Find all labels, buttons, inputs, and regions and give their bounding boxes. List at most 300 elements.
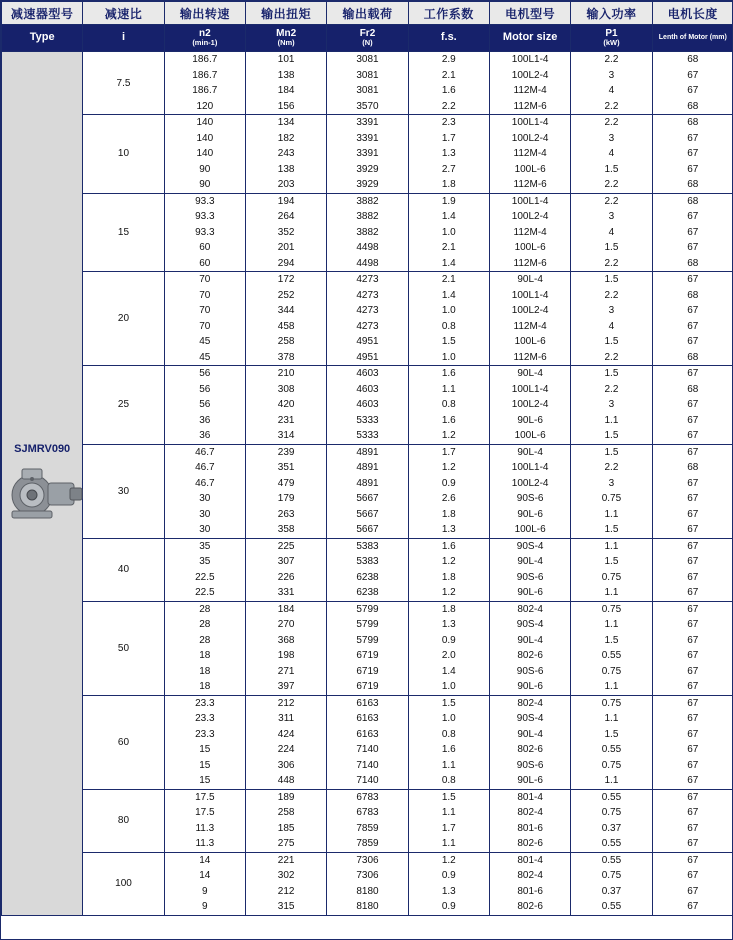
cell-n2: 23.3 [164,695,245,711]
cell-n2: 15 [164,758,245,774]
cell-fs: 1.0 [408,679,489,695]
gearbox-icon [2,461,86,523]
cell-mn2: 270 [245,617,326,633]
cell-mn2: 226 [245,570,326,586]
cell-fr2: 6238 [327,585,408,601]
header-en-n2-label: n2 [198,27,211,39]
cell-fr2: 5799 [327,633,408,649]
cell-fs: 1.9 [408,193,489,209]
cell-n2: 35 [164,538,245,554]
cell-n2: 186.7 [164,83,245,99]
header-en-motor-length-label: Lenth of Motor (mm) [658,34,727,42]
table-row [2,789,733,805]
cell-mn2: 184 [245,83,326,99]
cell-fr2: 3391 [327,146,408,162]
cell-mn2: 264 [245,209,326,225]
cell-fs: 1.2 [408,585,489,601]
cell-fs: 1.0 [408,303,489,319]
cell-motor-length: 67 [652,225,733,241]
cell-n2: 70 [164,303,245,319]
cell-fr2: 3391 [327,115,408,131]
cell-motor-size: 100L2-4 [489,303,570,319]
cell-fr2: 3391 [327,131,408,147]
cell-n2: 14 [164,868,245,884]
cell-motor-size: 90L-6 [489,679,570,695]
cell-motor-size: 802-4 [489,868,570,884]
table-row [2,366,733,382]
cell-fs: 1.7 [408,821,489,837]
cell-n2: 18 [164,679,245,695]
header-en-n2-unit: (min-1) [192,38,218,48]
cell-fs: 1.3 [408,146,489,162]
ratio-cell: 30 [83,444,164,538]
cell-n2: 28 [164,617,245,633]
cell-n2: 140 [164,115,245,131]
cell-fr2: 7859 [327,836,408,852]
cell-fs: 2.0 [408,648,489,664]
cell-motor-length: 67 [652,899,733,915]
ratio-cell: 25 [83,366,164,445]
cell-n2: 11.3 [164,821,245,837]
cell-n2: 45 [164,350,245,366]
cell-mn2: 182 [245,131,326,147]
table-row [2,272,733,288]
cell-motor-size: 90S-4 [489,538,570,554]
cell-p1: 1.5 [571,633,652,649]
cell-fr2: 3929 [327,177,408,193]
cell-p1: 0.75 [571,868,652,884]
header-en-mn2-label: Mn2 [276,27,297,39]
cell-p1: 0.75 [571,491,652,507]
cell-motor-length: 67 [652,507,733,523]
header-en-fr2 [327,25,408,52]
cell-mn2: 134 [245,115,326,131]
cell-p1: 2.2 [571,52,652,68]
cell-fs: 1.8 [408,570,489,586]
cell-p1: 0.55 [571,648,652,664]
cell-fr2: 4273 [327,303,408,319]
cell-motor-size: 801-6 [489,884,570,900]
cell-fs: 1.7 [408,444,489,460]
cell-motor-size: 100L1-4 [489,193,570,209]
cell-fs: 1.7 [408,131,489,147]
cell-n2: 60 [164,256,245,272]
cell-n2: 35 [164,554,245,570]
cell-mn2: 258 [245,805,326,821]
table-row [2,538,733,554]
cell-motor-length: 67 [652,742,733,758]
cell-motor-length: 67 [652,538,733,554]
cell-fr2: 6238 [327,570,408,586]
cell-fs: 1.1 [408,805,489,821]
cell-p1: 2.2 [571,99,652,115]
cell-motor-length: 68 [652,256,733,272]
cell-fr2: 4951 [327,350,408,366]
cell-n2: 28 [164,601,245,617]
cell-fr2: 6719 [327,648,408,664]
cell-fs: 2.1 [408,272,489,288]
cell-p1: 1.5 [571,272,652,288]
cell-mn2: 243 [245,146,326,162]
cell-fr2: 4498 [327,256,408,272]
cell-fs: 1.2 [408,460,489,476]
cell-fr2: 5383 [327,554,408,570]
header-en-fs-label: f.s. [440,31,457,44]
cell-motor-size: 90S-4 [489,711,570,727]
cell-motor-size: 90S-6 [489,664,570,680]
cell-motor-length: 67 [652,633,733,649]
cell-motor-size: 802-4 [489,805,570,821]
cell-fr2: 6719 [327,664,408,680]
cell-fs: 1.6 [408,83,489,99]
cell-n2: 46.7 [164,460,245,476]
model-name: SJMRV090 [14,443,71,456]
cell-fs: 0.9 [408,868,489,884]
cell-mn2: 352 [245,225,326,241]
cell-mn2: 258 [245,334,326,350]
cell-motor-size: 802-6 [489,836,570,852]
table-row [2,52,733,68]
cell-p1: 0.55 [571,836,652,852]
cell-fr2: 4891 [327,444,408,460]
header-en-motor-size-label: Motor size [502,31,558,44]
cell-motor-length: 67 [652,334,733,350]
header-row-english [2,25,733,52]
cell-mn2: 194 [245,193,326,209]
cell-n2: 9 [164,884,245,900]
cell-fs: 1.0 [408,711,489,727]
cell-mn2: 358 [245,522,326,538]
cell-p1: 1.5 [571,334,652,350]
table-row [2,193,733,209]
cell-n2: 28 [164,633,245,649]
cell-motor-length: 67 [652,711,733,727]
ratio-cell: 50 [83,601,164,695]
cell-fs: 1.4 [408,209,489,225]
header-en-p1 [571,25,652,52]
table-row [2,444,733,460]
cell-motor-size: 112M-4 [489,225,570,241]
cell-p1: 1.1 [571,679,652,695]
cell-n2: 14 [164,852,245,868]
header-en-motor-size [489,25,570,52]
cell-fs: 0.8 [408,773,489,789]
cell-motor-size: 100L-6 [489,522,570,538]
ratio-cell: 10 [83,115,164,194]
cell-motor-size: 802-6 [489,742,570,758]
cell-fr2: 7859 [327,821,408,837]
cell-mn2: 314 [245,428,326,444]
cell-n2: 56 [164,382,245,398]
cell-p1: 1.1 [571,413,652,429]
cell-motor-size: 100L1-4 [489,460,570,476]
cell-fr2: 4891 [327,476,408,492]
cell-fs: 1.1 [408,836,489,852]
header-cn-type: 减速器型号 [2,2,83,25]
cell-p1: 2.2 [571,115,652,131]
table-body [2,52,733,916]
cell-motor-length: 67 [652,476,733,492]
cell-fs: 1.0 [408,225,489,241]
cell-mn2: 307 [245,554,326,570]
cell-fr2: 6719 [327,679,408,695]
cell-fs: 1.8 [408,177,489,193]
cell-motor-length: 68 [652,382,733,398]
cell-p1: 4 [571,319,652,335]
cell-fs: 1.5 [408,695,489,711]
cell-p1: 1.1 [571,711,652,727]
cell-mn2: 101 [245,52,326,68]
cell-fs: 2.1 [408,240,489,256]
header-cn-ratio: 减速比 [83,2,164,25]
table-header [2,2,733,52]
cell-mn2: 179 [245,491,326,507]
cell-mn2: 294 [245,256,326,272]
cell-mn2: 221 [245,852,326,868]
cell-motor-size: 100L1-4 [489,288,570,304]
cell-motor-length: 68 [652,350,733,366]
cell-fr2: 8180 [327,884,408,900]
header-en-mn2-unit: (Nm) [277,38,295,48]
ratio-cell: 40 [83,538,164,601]
cell-motor-size: 100L-6 [489,428,570,444]
cell-fs: 1.6 [408,742,489,758]
cell-n2: 15 [164,773,245,789]
cell-p1: 1.5 [571,727,652,743]
cell-motor-length: 68 [652,99,733,115]
cell-motor-size: 90L-6 [489,413,570,429]
header-en-type [2,25,83,52]
cell-p1: 0.75 [571,758,652,774]
cell-motor-size: 802-4 [489,695,570,711]
cell-mn2: 201 [245,240,326,256]
cell-motor-length: 67 [652,664,733,680]
cell-mn2: 172 [245,272,326,288]
cell-fr2: 5667 [327,491,408,507]
cell-mn2: 184 [245,601,326,617]
cell-motor-length: 67 [652,209,733,225]
header-cn-service-factor: 工作系数 [408,2,489,25]
cell-n2: 22.5 [164,570,245,586]
cell-fr2: 5799 [327,601,408,617]
cell-motor-length: 67 [652,758,733,774]
cell-motor-size: 100L-6 [489,334,570,350]
cell-mn2: 189 [245,789,326,805]
cell-mn2: 212 [245,695,326,711]
cell-fs: 0.9 [408,899,489,915]
cell-n2: 30 [164,522,245,538]
cell-fr2: 4603 [327,382,408,398]
cell-mn2: 138 [245,162,326,178]
cell-p1: 0.37 [571,884,652,900]
cell-p1: 4 [571,83,652,99]
cell-fr2: 4891 [327,460,408,476]
cell-mn2: 212 [245,884,326,900]
cell-p1: 2.2 [571,460,652,476]
cell-p1: 2.2 [571,256,652,272]
cell-motor-size: 112M-6 [489,177,570,193]
specification-table [1,1,733,916]
cell-mn2: 479 [245,476,326,492]
cell-motor-length: 67 [652,805,733,821]
header-cn-output-torque: 输出扭矩 [245,2,326,25]
cell-n2: 18 [164,648,245,664]
cell-motor-size: 90L-4 [489,444,570,460]
cell-motor-size: 100L-6 [489,240,570,256]
cell-fs: 2.3 [408,115,489,131]
cell-fr2: 7140 [327,773,408,789]
cell-fs: 0.8 [408,319,489,335]
cell-motor-length: 67 [652,617,733,633]
cell-n2: 30 [164,491,245,507]
cell-mn2: 302 [245,868,326,884]
cell-motor-size: 90S-6 [489,758,570,774]
cell-n2: 46.7 [164,444,245,460]
cell-fr2: 3882 [327,225,408,241]
cell-mn2: 225 [245,538,326,554]
cell-motor-length: 67 [652,773,733,789]
cell-mn2: 203 [245,177,326,193]
cell-n2: 18 [164,664,245,680]
cell-fs: 1.4 [408,664,489,680]
cell-n2: 30 [164,507,245,523]
cell-fs: 1.1 [408,758,489,774]
cell-mn2: 378 [245,350,326,366]
cell-p1: 1.1 [571,538,652,554]
cell-mn2: 397 [245,679,326,695]
cell-motor-length: 67 [652,648,733,664]
cell-motor-size: 100L2-4 [489,476,570,492]
cell-mn2: 351 [245,460,326,476]
cell-mn2: 138 [245,68,326,84]
cell-motor-length: 67 [652,491,733,507]
cell-fr2: 4498 [327,240,408,256]
cell-motor-length: 67 [652,413,733,429]
cell-p1: 0.75 [571,664,652,680]
cell-motor-length: 67 [652,821,733,837]
cell-motor-length: 67 [652,585,733,601]
cell-fs: 1.3 [408,522,489,538]
cell-p1: 0.75 [571,570,652,586]
cell-motor-length: 67 [652,884,733,900]
cell-p1: 0.55 [571,852,652,868]
cell-mn2: 275 [245,836,326,852]
cell-motor-length: 67 [652,428,733,444]
cell-n2: 60 [164,240,245,256]
cell-mn2: 231 [245,413,326,429]
cell-fr2: 4273 [327,272,408,288]
cell-fr2: 3882 [327,193,408,209]
cell-n2: 70 [164,319,245,335]
cell-motor-size: 100L1-4 [489,115,570,131]
cell-fr2: 3081 [327,52,408,68]
header-en-fr2-label: Fr2 [359,27,376,39]
cell-n2: 186.7 [164,68,245,84]
cell-fs: 1.0 [408,350,489,366]
cell-n2: 93.3 [164,209,245,225]
cell-motor-length: 67 [652,83,733,99]
cell-motor-size: 112M-6 [489,256,570,272]
header-row-chinese [2,2,733,25]
cell-motor-length: 68 [652,52,733,68]
cell-motor-size: 100L2-4 [489,397,570,413]
cell-p1: 0.55 [571,742,652,758]
cell-n2: 140 [164,131,245,147]
cell-p1: 3 [571,209,652,225]
cell-motor-size: 90L-4 [489,554,570,570]
cell-fs: 1.2 [408,428,489,444]
cell-p1: 1.5 [571,162,652,178]
cell-fr2: 4273 [327,319,408,335]
cell-p1: 1.5 [571,366,652,382]
header-cn-output-load: 输出载荷 [327,2,408,25]
cell-motor-length: 67 [652,695,733,711]
cell-motor-length: 68 [652,460,733,476]
cell-fs: 1.5 [408,334,489,350]
cell-motor-length: 67 [652,240,733,256]
cell-p1: 2.2 [571,382,652,398]
cell-motor-size: 100L2-4 [489,209,570,225]
cell-mn2: 315 [245,899,326,915]
cell-n2: 70 [164,288,245,304]
cell-motor-length: 67 [652,522,733,538]
cell-fr2: 5333 [327,428,408,444]
cell-n2: 22.5 [164,585,245,601]
cell-n2: 93.3 [164,193,245,209]
cell-p1: 3 [571,68,652,84]
cell-fr2: 7140 [327,758,408,774]
cell-fs: 1.3 [408,617,489,633]
cell-fs: 0.9 [408,633,489,649]
cell-mn2: 308 [245,382,326,398]
cell-mn2: 448 [245,773,326,789]
ratio-cell: 80 [83,789,164,852]
cell-mn2: 271 [245,664,326,680]
cell-n2: 90 [164,177,245,193]
cell-motor-size: 802-6 [489,648,570,664]
cell-n2: 15 [164,742,245,758]
cell-motor-length: 67 [652,868,733,884]
cell-p1: 2.2 [571,288,652,304]
cell-fr2: 6163 [327,727,408,743]
header-en-p1-unit: (kW) [603,38,620,48]
header-cn-motor-type: 电机型号 [489,2,570,25]
cell-p1: 3 [571,397,652,413]
header-en-p1-label: P1 [605,27,618,39]
table-row [2,601,733,617]
cell-fr2: 3570 [327,99,408,115]
cell-p1: 2.2 [571,350,652,366]
cell-motor-size: 112M-4 [489,319,570,335]
cell-motor-length: 67 [652,789,733,805]
cell-motor-length: 67 [652,68,733,84]
cell-fs: 2.2 [408,99,489,115]
cell-fr2: 6163 [327,711,408,727]
cell-fs: 2.7 [408,162,489,178]
header-cn-input-power: 输入功率 [571,2,652,25]
cell-motor-length: 67 [652,319,733,335]
cell-motor-size: 801-6 [489,821,570,837]
cell-fr2: 5799 [327,617,408,633]
ratio-cell: 100 [83,852,164,915]
cell-motor-length: 67 [652,146,733,162]
cell-fs: 1.6 [408,538,489,554]
cell-p1: 0.55 [571,789,652,805]
cell-mn2: 224 [245,742,326,758]
cell-fr2: 7306 [327,868,408,884]
cell-n2: 56 [164,397,245,413]
cell-motor-size: 112M-6 [489,350,570,366]
